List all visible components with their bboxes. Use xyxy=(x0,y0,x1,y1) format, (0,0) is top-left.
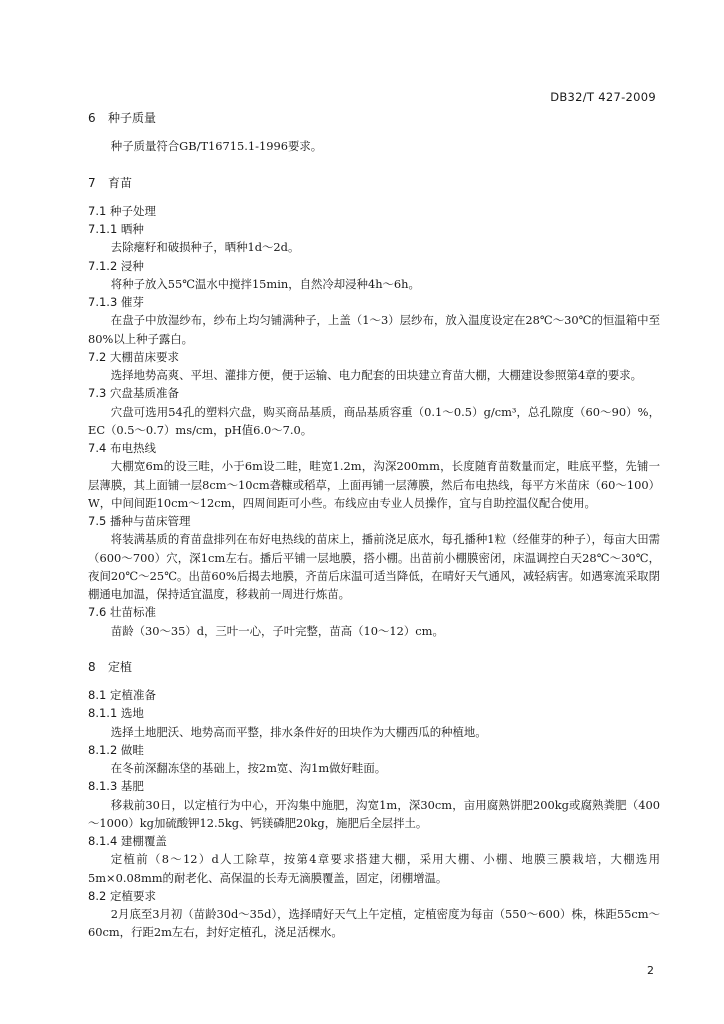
paragraph-7-1-2: 将种子放入55℃温水中搅拌15min，自然冷却浸种4h～6h。 xyxy=(110,276,420,291)
subsection-heading-7-1-2: 7.1.2 浸种 xyxy=(88,258,144,273)
paragraph-8-2: 2月底至3月初（苗龄30d～35d），选择晴好天气上午定植，定植密度为每亩（550～600）株，株距55cm～60cm，行距2m左右，封好定植孔，浇足活棵水。 xyxy=(88,907,660,940)
section-heading-6 xyxy=(88,109,660,127)
subsection-heading-7-1-1: 7.1.1 晒种 xyxy=(88,222,144,236)
subsection-heading-7-5: 7.5 播种与苗床管理 xyxy=(88,514,191,528)
paragraph-7-5: 将装满基质的育苗盘排列在布好电热线的苗床上，播前浇足底水，每孔播种1粒（经催芽的种子），每亩大田需（600～700）穴，深1cm左右。播后平铺一层地膜，搭小棚。出苗前小棚膜密闭，床温调控白天28℃～30℃，夜间20℃～25℃。出苗60%后揭去地膜，齐苗后床温可适当降低，在晴好天气通风，减轻病害。如遇寒流采取閉棚通电加温，保持适宜温度，移栽前一周进行炼苗。 xyxy=(88,532,660,601)
section-number: 6 xyxy=(88,111,96,125)
paragraph-7-1-3: 在盘子中放湿纱布，纱布上均匀铺满种子，上盖（1～3）层纱布，放入温度设定在28℃～30℃的恒温箱中至80%以上种子露白。 xyxy=(88,313,660,346)
paragraph-8-1-3: 移栽前30日，以定植行为中心，开沟集中施肥，沟宽1m，深30cm，亩用腐熟饼肥200kg或腐熟粪肥（400～1000）kg加硫酸钾12.5kg、钙镁磷肥20kg，施肥后全层拌土。 xyxy=(88,797,660,830)
subsection-heading-7-1-3: 7.1.3 催芽 xyxy=(88,295,144,309)
paragraph-7-3: 穴盘可选用54孔的塑料穴盘，购买商品基质，商品基质容重（0.1～0.5）g/cm³，总孔隙度（60～90）%，EC（0.5～0.7）ms/cm，pH值6.0～7.0。 xyxy=(88,404,660,437)
subsection-heading-7-4: 7.4 布电热线 xyxy=(88,441,156,455)
paragraph-7-1-1: 去除瘪籽和破损种子，晒种1d～2d。 xyxy=(110,240,300,255)
section-title: 育苗 xyxy=(108,175,133,190)
section-heading-7 xyxy=(88,174,660,192)
subsection-heading-8-1-4: 8.1.4 建棚覆盖 xyxy=(88,834,167,848)
section-title: 种子质量 xyxy=(108,111,157,125)
paragraph-8-1-1: 选择土地肥沃、地势高而平整，排水条件好的田块作为大棚西瓜的种植地。 xyxy=(110,724,487,739)
subsection-heading-7-3: 7.3 穴盘基质准备 xyxy=(88,386,179,401)
paragraph-7-2: 选择地势高爽、平坦、灌排方便，便于运输、电力配套的田块建立育苗大棚，大棚建设参照第4章的要求。 xyxy=(110,368,643,382)
paragraph-8-1-4: 定植前（8～12）d人工除草，按第4章要求搭建大棚，采用大棚、小棚、地膜三膜栽培，大棚选用5m×0.08mm的耐老化、高保温的长寿无滴膜覆盖，固定，闭棚增温。 xyxy=(88,852,660,885)
subsection-heading-7-6: 7.6 壮苗标准 xyxy=(88,605,156,620)
subsection-heading-8-1: 8.1 定植准备 xyxy=(88,688,156,702)
section-number: 7 xyxy=(88,175,96,190)
subsection-heading-7-2: 7.2 大棚苗床要求 xyxy=(88,349,179,364)
page-number: 2 xyxy=(647,964,654,977)
document-body xyxy=(88,109,660,942)
paragraph-7-6: 苗龄（30～35）d，三叶一心，子叶完整，苗高（10～12）cm。 xyxy=(110,623,444,638)
subsection-heading-7-1: 7.1 种子处理 xyxy=(88,203,156,218)
section-number: 8 xyxy=(88,659,96,674)
subsection-heading-8-2: 8.2 定植要求 xyxy=(88,888,156,903)
subsection-heading-8-1-1: 8.1.1 选地 xyxy=(88,706,144,721)
paragraph-7-4: 大棚宽6m的设三畦，小于6m设二畦，畦宽1.2m，沟深200mm，长度随育苗数量而定，畦底平整，先铺一层薄膜，其上面铺一层8cm～10cm砻糠或稻草，上面再铺一层薄膜，然后布电热线，每平方米苗床（60～100）W，中间间距10cm～12cm，四周间距可小些。布线应由专业人员操作，宜与自助控温仪配合使用。 xyxy=(88,459,660,510)
standard-code: DB32/T 427-2009 xyxy=(550,90,656,104)
section-heading-8 xyxy=(88,658,660,676)
section-title: 定植 xyxy=(108,659,133,674)
paragraph-6: 种子质量符合GB/T16715.1-1996要求。 xyxy=(110,139,323,154)
subsection-heading-8-1-3: 8.1.3 基肥 xyxy=(88,779,144,794)
subsection-heading-8-1-2: 8.1.2 做畦 xyxy=(88,742,144,757)
paragraph-8-1-2: 在冬前深翻冻垡的基础上，按2m宽、沟1m做好畦面。 xyxy=(110,761,387,775)
